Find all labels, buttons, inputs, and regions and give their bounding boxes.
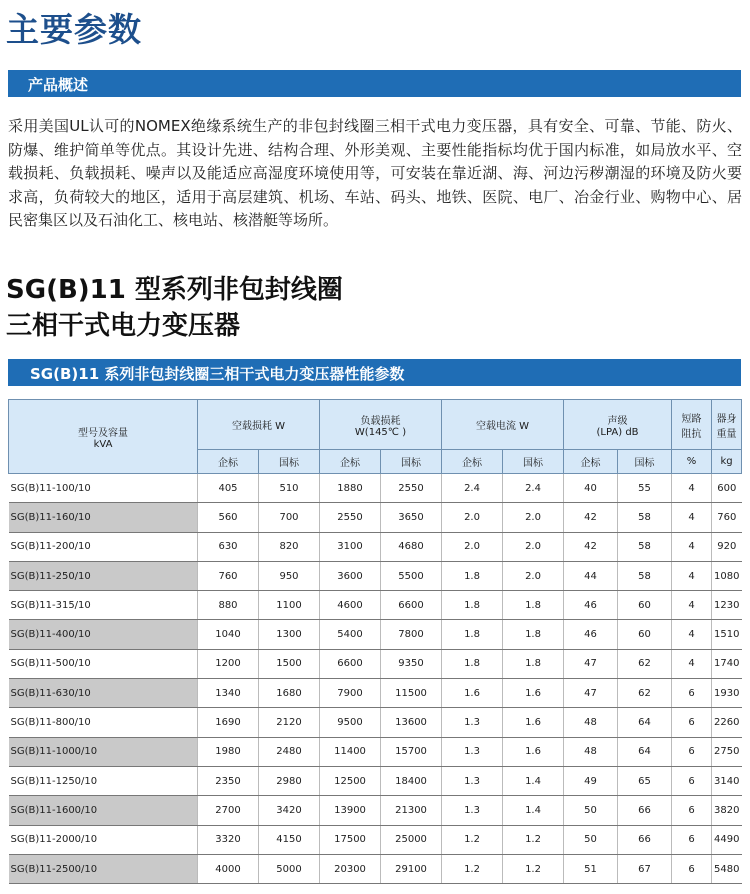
table-cell: 7800 <box>381 620 442 649</box>
subheader-national: 国标 <box>618 450 672 474</box>
table-row <box>9 649 742 678</box>
table-cell: 5500 <box>381 561 442 590</box>
table-cell: 1.4 <box>503 766 564 795</box>
model-cell: SG(B)11-1000/10 <box>9 737 198 766</box>
table-body <box>9 474 742 884</box>
table-cell: 48 <box>564 708 618 737</box>
table-row <box>9 591 742 620</box>
table-cell: 405 <box>198 474 259 503</box>
table-cell: 1740 <box>712 649 742 678</box>
subheader-enterprise: 企标 <box>320 450 381 474</box>
table-cell: 1.2 <box>442 825 503 854</box>
table-cell: 760 <box>198 561 259 590</box>
table-cell: 4 <box>672 474 712 503</box>
table-cell: 760 <box>712 503 742 532</box>
table-cell: 700 <box>259 503 320 532</box>
table-cell: 2120 <box>259 708 320 737</box>
table-cell: 6 <box>672 766 712 795</box>
table-cell: 3100 <box>320 532 381 561</box>
table-cell: 3420 <box>259 796 320 825</box>
table-cell: 13600 <box>381 708 442 737</box>
table-row <box>9 854 742 883</box>
table-cell: 4 <box>672 620 712 649</box>
table-cell: 50 <box>564 825 618 854</box>
table-cell: 17500 <box>320 825 381 854</box>
table-cell: 1.3 <box>442 796 503 825</box>
subheader-weight-unit: kg <box>712 450 742 474</box>
section-title-line2: 三相干式电力变压器 <box>6 311 241 341</box>
table-cell: 67 <box>618 854 672 883</box>
table-cell: 1510 <box>712 620 742 649</box>
model-cell: SG(B)11-1250/10 <box>9 766 198 795</box>
table-cell: 1.8 <box>503 591 564 620</box>
table-cell: 1.8 <box>503 649 564 678</box>
table-cell: 1200 <box>198 649 259 678</box>
table-caption-bar <box>8 359 741 386</box>
subheader-enterprise: 企标 <box>442 450 503 474</box>
page-title: 主要参数 <box>6 10 142 49</box>
table-cell: 2480 <box>259 737 320 766</box>
table-cell: 1.3 <box>442 766 503 795</box>
table-cell: 40 <box>564 474 618 503</box>
table-cell: 2.0 <box>442 503 503 532</box>
table-row <box>9 708 742 737</box>
table-cell: 51 <box>564 854 618 883</box>
table-row <box>9 503 742 532</box>
model-cell: SG(B)11-250/10 <box>9 561 198 590</box>
table-cell: 1.2 <box>503 825 564 854</box>
table-cell: 1.8 <box>503 620 564 649</box>
table-cell: 2.0 <box>503 532 564 561</box>
table-cell: 1.3 <box>442 737 503 766</box>
table-cell: 4490 <box>712 825 742 854</box>
table-cell: 1.2 <box>503 854 564 883</box>
table-cell: 1930 <box>712 679 742 708</box>
table-cell: 2.0 <box>442 532 503 561</box>
table-cell: 560 <box>198 503 259 532</box>
table-cell: 5480 <box>712 854 742 883</box>
table-cell: 5000 <box>259 854 320 883</box>
table-cell: 2700 <box>198 796 259 825</box>
table-cell: 47 <box>564 679 618 708</box>
table-cell: 58 <box>618 561 672 590</box>
subheader-impedance-unit: % <box>672 450 712 474</box>
table-cell: 15700 <box>381 737 442 766</box>
table-cell: 9500 <box>320 708 381 737</box>
table-cell: 2750 <box>712 737 742 766</box>
table-cell: 1040 <box>198 620 259 649</box>
table-cell: 5400 <box>320 620 381 649</box>
table-cell: 44 <box>564 561 618 590</box>
table-cell: 11400 <box>320 737 381 766</box>
model-cell: SG(B)11-630/10 <box>9 679 198 708</box>
table-cell: 2550 <box>381 474 442 503</box>
table-cell: 4 <box>672 532 712 561</box>
table-cell: 64 <box>618 708 672 737</box>
section-title-line1: SG(B)11 型系列非包封线圈 <box>6 275 343 305</box>
table-cell: 47 <box>564 649 618 678</box>
model-cell: SG(B)11-2000/10 <box>9 825 198 854</box>
table-cell: 1.8 <box>442 620 503 649</box>
table-cell: 2.4 <box>503 474 564 503</box>
header-no-load-loss: 空载损耗 W <box>198 400 320 450</box>
table-cell: 25000 <box>381 825 442 854</box>
model-cell: SG(B)11-100/10 <box>9 474 198 503</box>
table-cell: 48 <box>564 737 618 766</box>
table-cell: 1.6 <box>442 679 503 708</box>
section-title <box>6 272 343 344</box>
header-no-load-current: 空载电流 W <box>442 400 564 450</box>
table-row <box>9 532 742 561</box>
table-cell: 3650 <box>381 503 442 532</box>
table-cell: 1.6 <box>503 679 564 708</box>
table-cell: 600 <box>712 474 742 503</box>
table-cell: 3320 <box>198 825 259 854</box>
table-row <box>9 737 742 766</box>
table-cell: 6 <box>672 708 712 737</box>
header-impedance: 短路 阻抗 <box>672 400 712 450</box>
table-cell: 21300 <box>381 796 442 825</box>
table-caption: SG(B)11 系列非包封线圈三相干式电力变压器性能参数 <box>30 365 405 383</box>
table-cell: 1230 <box>712 591 742 620</box>
table-row <box>9 561 742 590</box>
table-cell: 6 <box>672 679 712 708</box>
table-cell: 1.2 <box>442 854 503 883</box>
parameters-table <box>8 399 742 884</box>
table-cell: 1100 <box>259 591 320 620</box>
table-cell: 50 <box>564 796 618 825</box>
table-cell: 630 <box>198 532 259 561</box>
model-cell: SG(B)11-200/10 <box>9 532 198 561</box>
table-cell: 4150 <box>259 825 320 854</box>
table-cell: 66 <box>618 825 672 854</box>
table-cell: 1.8 <box>442 649 503 678</box>
table-cell: 6 <box>672 796 712 825</box>
table-cell: 58 <box>618 532 672 561</box>
table-cell: 62 <box>618 679 672 708</box>
table-cell: 4 <box>672 561 712 590</box>
header-model: 型号及容量 kVA <box>9 400 198 474</box>
table-cell: 60 <box>618 591 672 620</box>
table-cell: 46 <box>564 620 618 649</box>
table-cell: 46 <box>564 591 618 620</box>
table-cell: 950 <box>259 561 320 590</box>
model-cell: SG(B)11-400/10 <box>9 620 198 649</box>
table-cell: 1500 <box>259 649 320 678</box>
table-cell: 2550 <box>320 503 381 532</box>
model-cell: SG(B)11-2500/10 <box>9 854 198 883</box>
table-cell: 1.6 <box>503 708 564 737</box>
model-cell: SG(B)11-800/10 <box>9 708 198 737</box>
table-cell: 3820 <box>712 796 742 825</box>
table-row <box>9 825 742 854</box>
table-row <box>9 474 742 503</box>
table-cell: 42 <box>564 532 618 561</box>
header-weight: 器身 重量 <box>712 400 742 450</box>
table-cell: 880 <box>198 591 259 620</box>
overview-heading-bar <box>8 70 741 97</box>
table-cell: 49 <box>564 766 618 795</box>
table-row <box>9 796 742 825</box>
table-cell: 20300 <box>320 854 381 883</box>
header-load-loss: 负载损耗 W(145℃ ) <box>320 400 442 450</box>
table-cell: 510 <box>259 474 320 503</box>
table-row <box>9 620 742 649</box>
table-cell: 2.0 <box>503 561 564 590</box>
table-cell: 6600 <box>320 649 381 678</box>
table-row <box>9 679 742 708</box>
overview-heading: 产品概述 <box>28 76 89 94</box>
table-cell: 1300 <box>259 620 320 649</box>
table-cell: 29100 <box>381 854 442 883</box>
table-cell: 6 <box>672 825 712 854</box>
table-cell: 3140 <box>712 766 742 795</box>
overview-text: 采用美国UL认可的NOMEX绝缘系统生产的非包封线圈三相干式电力变压器，具有安全、可靠、节能、防火、防爆、维护简单等优点。其设计先进、结构合理、外形美观、主要性能指标均优于国内标准，如局放水平、空载损耗、负载损耗、噪声以及能适应高湿度环境使用等，可安装在靠近湖、海、河边污秽潮湿的环境及防火要求高，负荷较大的地区，适用于高层建筑、机场、车站、码头、地铁、医院、电厂、冶金行业、购物中心、居民密集区以及石油化工、核电站、核潜艇等场所。 <box>8 117 742 230</box>
table-cell: 65 <box>618 766 672 795</box>
table-cell: 4 <box>672 591 712 620</box>
table-cell: 1.4 <box>503 796 564 825</box>
subheader-national: 国标 <box>259 450 320 474</box>
table-cell: 1980 <box>198 737 259 766</box>
subheader-national: 国标 <box>381 450 442 474</box>
table-row <box>9 766 742 795</box>
table-cell: 1690 <box>198 708 259 737</box>
table-cell: 1080 <box>712 561 742 590</box>
table-cell: 66 <box>618 796 672 825</box>
table-cell: 2260 <box>712 708 742 737</box>
table-cell: 58 <box>618 503 672 532</box>
model-cell: SG(B)11-160/10 <box>9 503 198 532</box>
table-cell: 3600 <box>320 561 381 590</box>
table-cell: 2.4 <box>442 474 503 503</box>
table-cell: 1880 <box>320 474 381 503</box>
table-cell: 1.8 <box>442 561 503 590</box>
table-cell: 4 <box>672 503 712 532</box>
table-cell: 6600 <box>381 591 442 620</box>
table-cell: 2350 <box>198 766 259 795</box>
table-cell: 1.8 <box>442 591 503 620</box>
model-cell: SG(B)11-315/10 <box>9 591 198 620</box>
header-noise: 声级 (LPA) dB <box>564 400 672 450</box>
table-cell: 1.3 <box>442 708 503 737</box>
table-cell: 13900 <box>320 796 381 825</box>
table-cell: 4600 <box>320 591 381 620</box>
table-cell: 9350 <box>381 649 442 678</box>
table-cell: 4 <box>672 649 712 678</box>
table-cell: 12500 <box>320 766 381 795</box>
table-cell: 1680 <box>259 679 320 708</box>
table-cell: 6 <box>672 737 712 766</box>
table-cell: 62 <box>618 649 672 678</box>
table-cell: 7900 <box>320 679 381 708</box>
table-cell: 2.0 <box>503 503 564 532</box>
table-cell: 1340 <box>198 679 259 708</box>
table-cell: 4680 <box>381 532 442 561</box>
table-cell: 820 <box>259 532 320 561</box>
table-cell: 6 <box>672 854 712 883</box>
subheader-enterprise: 企标 <box>564 450 618 474</box>
subheader-national: 国标 <box>503 450 564 474</box>
table-cell: 11500 <box>381 679 442 708</box>
table-cell: 64 <box>618 737 672 766</box>
model-cell: SG(B)11-1600/10 <box>9 796 198 825</box>
subheader-enterprise: 企标 <box>198 450 259 474</box>
table-cell: 920 <box>712 532 742 561</box>
model-cell: SG(B)11-500/10 <box>9 649 198 678</box>
table-cell: 1.6 <box>503 737 564 766</box>
table-cell: 2980 <box>259 766 320 795</box>
table-cell: 55 <box>618 474 672 503</box>
table-cell: 60 <box>618 620 672 649</box>
table-cell: 4000 <box>198 854 259 883</box>
table-cell: 42 <box>564 503 618 532</box>
table-cell: 18400 <box>381 766 442 795</box>
